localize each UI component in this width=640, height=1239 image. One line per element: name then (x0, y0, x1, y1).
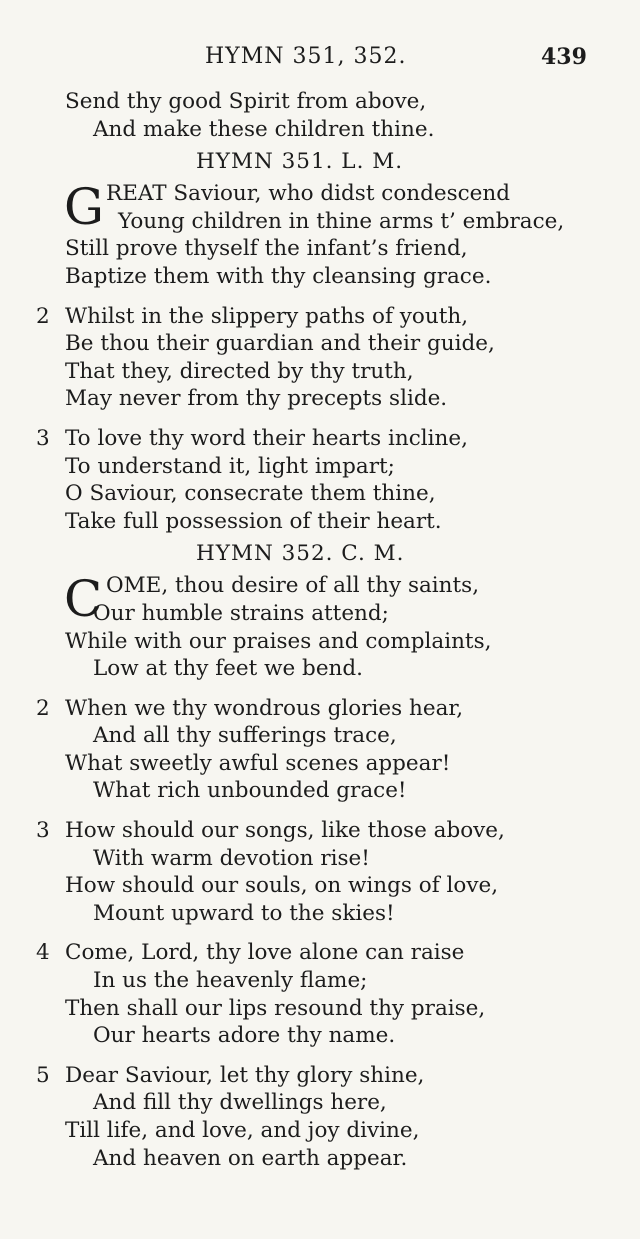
verse-line: And heaven on earth appear. (93, 1145, 408, 1171)
verse-line: What sweetly awful scenes appear! (65, 750, 451, 776)
page-number: 439 (541, 44, 587, 70)
verse-line-text: How should our songs, like those above, (65, 818, 505, 844)
hymn-351-stanza-2 (0, 303, 640, 413)
verse-line: Then shall our lips resound thy praise, (65, 995, 486, 1021)
verse-line: In us the heavenly flame; (93, 968, 368, 994)
hymn-text (0, 88, 640, 1172)
running-head (0, 44, 640, 78)
stanza-number: 4 (36, 940, 50, 966)
verse-line: Young children in thine arms t’ embrace, (118, 208, 565, 234)
verse-line (0, 817, 640, 845)
hymn-351-stanza-1 (0, 180, 640, 290)
hymn-352-stanza-1 (0, 572, 640, 682)
hymn-352-stanza-5 (0, 1062, 640, 1172)
verse-line-text: To love thy word their hearts incline, (65, 425, 468, 451)
hymn-351-title: HYMN 351. L. M. (196, 149, 404, 175)
verse-line (0, 425, 640, 453)
verse-line-text: REAT Saviour, who didst condescend (106, 181, 511, 207)
verse-line: Our humble strains attend; (93, 600, 389, 626)
verse-line: Be thou their guardian and their guide, (65, 331, 495, 357)
stanza-number: 3 (36, 425, 50, 451)
verse-line: Take full possession of their heart. (65, 508, 442, 534)
stanza-number: 3 (36, 818, 50, 844)
verse-line: Still prove thyself the infant’s friend, (65, 236, 468, 262)
verse-line-text: When we thy wondrous glories hear, (65, 695, 464, 721)
verse-line-text: OME, thou desire of all thy saints, (106, 573, 480, 599)
verse-line (0, 939, 640, 967)
verse-line: While with our praises and complaints, (65, 628, 492, 654)
hymn-352-stanza-4 (0, 939, 640, 1049)
verse-line: O Saviour, consecrate them thine, (65, 481, 436, 507)
verse-line (0, 695, 640, 723)
verse-line: With warm devotion rise! (93, 845, 370, 871)
verse-line: May never from thy precepts slide. (65, 386, 448, 412)
hymn-352-stanza-2 (0, 695, 640, 805)
hymn-352-stanza-3 (0, 817, 640, 927)
verse-line-text: Dear Saviour, let thy glory shine, (65, 1062, 425, 1088)
verse-line: Till life, and love, and joy divine, (65, 1118, 420, 1143)
verse-line: Mount upward to the skies! (93, 900, 395, 926)
verse-line (0, 303, 640, 331)
verse-line: And fill thy dwellings here, (93, 1090, 387, 1116)
hymn-351-stanza-3 (0, 425, 640, 535)
verse-line: What rich unbounded grace! (93, 778, 407, 804)
verse-line: And make these children thine. (93, 116, 435, 142)
verse-line: Baptize them with thy cleansing grace. (65, 263, 492, 289)
verse-line (0, 1062, 640, 1090)
verse-line: Low at thy feet we bend. (93, 656, 363, 682)
verse-line: To understand it, light impart; (65, 453, 395, 479)
verse-line: How should our souls, on wings of love, (65, 873, 499, 899)
stanza-number: 5 (36, 1062, 50, 1088)
running-head-title: HYMN 351, 352. (205, 44, 407, 69)
stanza-number: 2 (36, 695, 50, 721)
verse-line-text: Whilst in the slippery paths of youth, (65, 303, 469, 329)
verse-line: That they, directed by thy truth, (65, 358, 414, 384)
continuation-stanza (0, 88, 640, 143)
stanza-number: 2 (36, 303, 50, 329)
verse-line: And all thy sufferings trace, (93, 723, 397, 749)
drop-cap: G (64, 178, 104, 237)
verse-line-text: Come, Lord, thy love alone can raise (65, 940, 465, 966)
verse-line: Our hearts adore thy name. (93, 1023, 396, 1049)
drop-cap: C (64, 570, 103, 629)
verse-line: Send thy good Spirit from above, (65, 89, 427, 114)
hymn-352-title: HYMN 352. C. M. (196, 541, 405, 567)
